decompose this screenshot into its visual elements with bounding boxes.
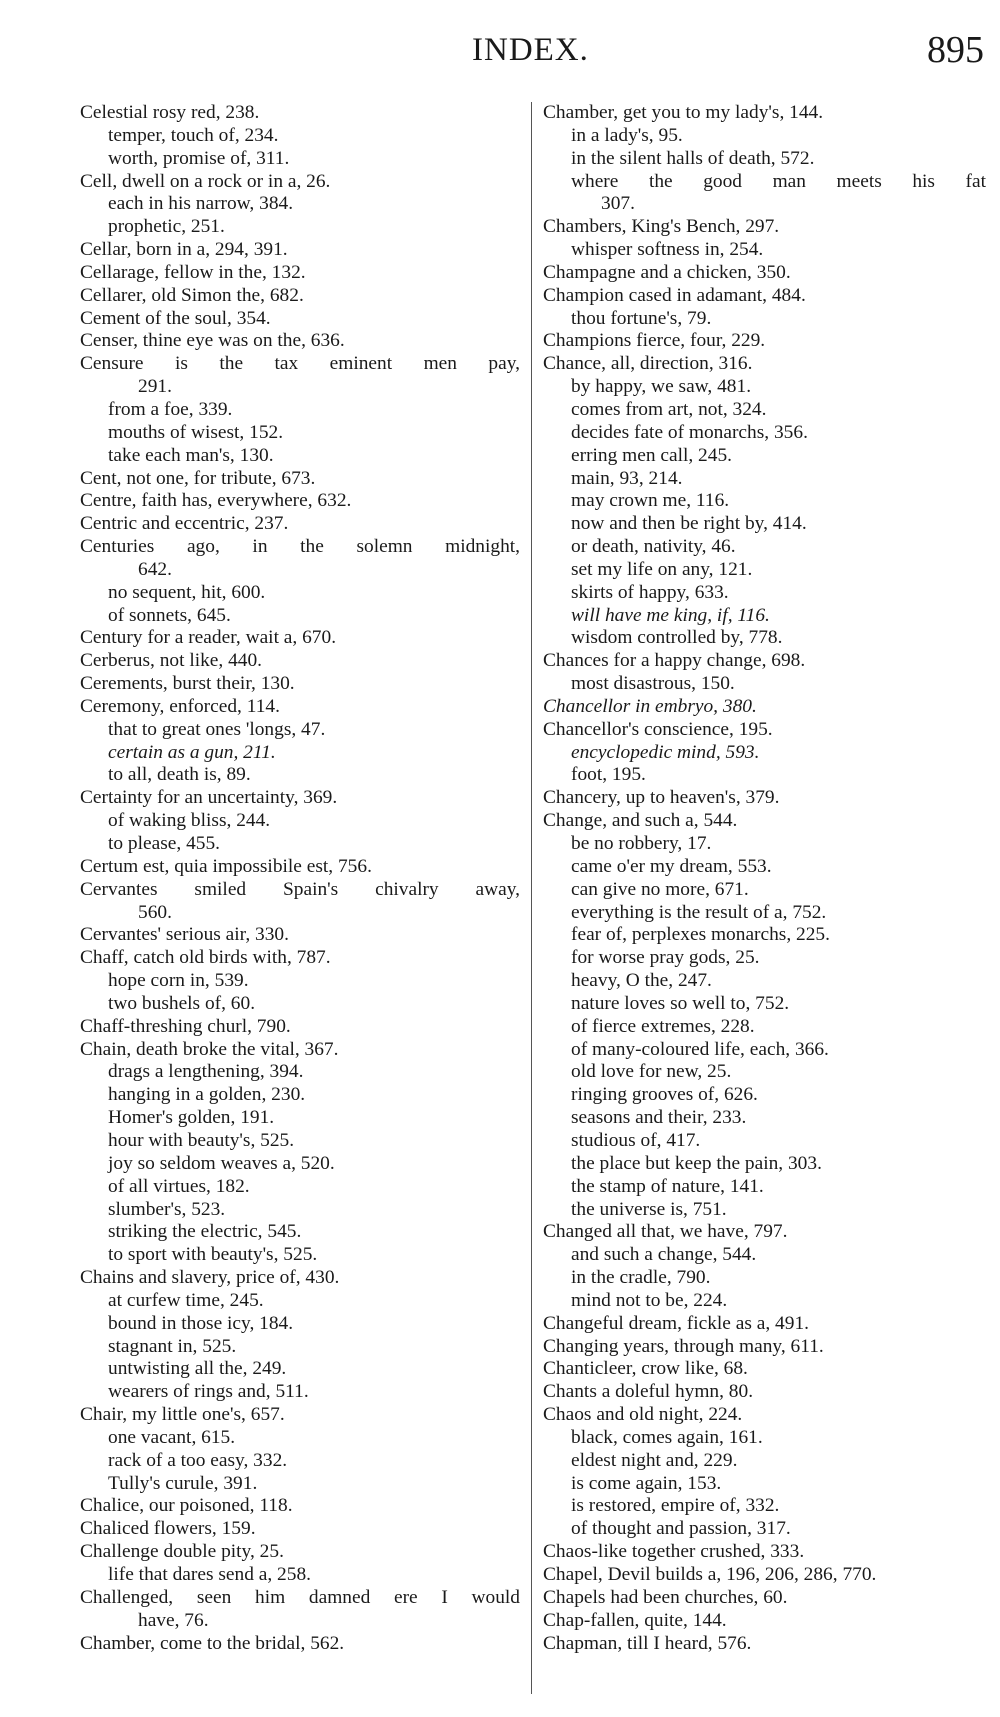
index-subentry: joy so seldom weaves a, 520. — [108, 1152, 335, 1174]
index-subentry: two bushels of, 60. — [108, 992, 256, 1014]
index-entry: Censure is the tax eminent men pay, — [80, 353, 520, 375]
index-subentry: fear of, perplexes monarchs, 225. — [571, 924, 830, 946]
index-subentry: Tully's curule, 391. — [108, 1472, 258, 1494]
index-subentry: thou fortune's, 79. — [571, 307, 712, 329]
index-subentry: in the cradle, 790. — [571, 1267, 711, 1289]
index-subentry: is come again, 153. — [571, 1472, 722, 1494]
index-subentry: to please, 455. — [108, 833, 221, 854]
index-entry: Cerberus, not like, 440. — [80, 650, 263, 672]
index-subentry: studious of, 417. — [571, 1129, 701, 1151]
index-subentry: skirts of happy, 633. — [571, 581, 729, 603]
index-subentry: for worse pray gods, 25. — [571, 947, 760, 969]
index-subentry: eldest night and, 229. — [571, 1449, 738, 1471]
index-subentry: foot, 195. — [571, 764, 646, 786]
index-subentry: came o'er my dream, 553. — [571, 855, 772, 877]
index-subentry: rack of a too easy, 332. — [108, 1449, 288, 1471]
index-subentry: now and then be right by, 414. — [571, 513, 807, 535]
index-subentry: may crown me, 116. — [571, 490, 730, 512]
index-subentry: of thought and passion, 317. — [571, 1518, 791, 1540]
index-subentry: of all virtues, 182. — [108, 1175, 250, 1197]
index-subentry: of sonnets, 645. — [108, 604, 231, 626]
page-number: 895 — [927, 29, 984, 71]
index-subentry: in the silent halls of death, 572. — [571, 147, 815, 169]
index-subentry: comes from art, not, 324. — [571, 398, 767, 420]
index-subentry: life that dares send a, 258. — [108, 1564, 311, 1585]
index-entry: Chance, all, direction, 316. — [543, 353, 753, 375]
index-entry: Chap-fallen, quite, 144. — [543, 1609, 727, 1631]
index-subentry: main, 93, 214. — [571, 467, 683, 489]
index-entry: Chants a doleful hymn, 80. — [543, 1381, 754, 1403]
index-subentry: mind not to be, 224. — [571, 1289, 728, 1311]
index-entry: Chaos and old night, 224. — [543, 1404, 743, 1426]
index-entry: Cellarage, fellow in the, 132. — [80, 261, 306, 283]
index-entry: Certum est, quia impossibile est, 756. — [80, 855, 372, 877]
column-divider — [531, 102, 532, 1694]
index-entry: Cement of the soul, 354. — [80, 307, 271, 329]
index-entry: Champions fierce, four, 229. — [543, 330, 766, 352]
index-subentry: of many-coloured life, each, 366. — [571, 1038, 829, 1060]
index-subentry: at curfew time, 245. — [108, 1289, 264, 1311]
index-subentry: from a foe, 339. — [108, 398, 233, 420]
index-subentry: the stamp of nature, 141. — [571, 1175, 764, 1197]
index-subentry: will have me king, if, 116. — [571, 604, 770, 626]
index-entry: Cervantes' serious air, 330. — [80, 924, 289, 946]
index-entry-continuation: 307. — [601, 193, 635, 215]
index-subentry: to all, death is, 89. — [108, 764, 251, 786]
index-column-right — [543, 102, 986, 1655]
index-entry: Certainty for an uncertainty, 369. — [80, 787, 338, 809]
index-entry: Chaff-threshing churl, 790. — [80, 1015, 291, 1037]
index-subentry: in a lady's, 95. — [571, 124, 683, 146]
index-subentry: erring men call, 245. — [571, 444, 732, 466]
index-entry: Cell, dwell on a rock or in a, 26. — [80, 170, 331, 192]
index-subentry: black, comes again, 161. — [571, 1426, 763, 1448]
index-entry: Chaff, catch old birds with, 787. — [80, 947, 331, 969]
index-column-left — [80, 102, 520, 1655]
index-entry: Chambers, King's Bench, 297. — [543, 216, 780, 238]
index-entry: Champagne and a chicken, 350. — [543, 261, 791, 283]
index-subentry: be no robbery, 17. — [571, 833, 712, 854]
index-entry: Champion cased in adamant, 484. — [543, 284, 806, 306]
index-subentry: and such a change, 544. — [571, 1244, 757, 1266]
index-subentry: can give no more, 671. — [571, 878, 749, 900]
index-subentry: wisdom controlled by, 778. — [571, 627, 783, 649]
index-entry: Cellarer, old Simon the, 682. — [80, 284, 304, 306]
index-entry: Challenged, seen him damned ere I would — [80, 1586, 520, 1608]
index-subentry: whisper softness in, 254. — [571, 239, 764, 261]
index-subentry: bound in those icy, 184. — [108, 1312, 294, 1334]
index-entry: Chapel, Devil builds a, 196, 206, 286, 770. — [543, 1564, 877, 1585]
index-entry-continuation: have, 76. — [138, 1609, 209, 1631]
index-subentry: decides fate of monarchs, 356. — [571, 421, 808, 443]
index-entry: Century for a reader, wait a, 670. — [80, 627, 337, 649]
index-subentry: untwisting all the, 249. — [108, 1358, 287, 1380]
index-entry: Cellar, born in a, 294, 391. — [80, 239, 288, 261]
index-entry: Chair, my little one's, 657. — [80, 1404, 285, 1426]
index-entry: Chancellor in embryo, 380. — [543, 695, 757, 717]
index-subentry: Homer's golden, 191. — [108, 1107, 275, 1129]
index-entry: Changed all that, we have, 797. — [543, 1221, 788, 1243]
index-subentry: old love for new, 25. — [571, 1061, 732, 1083]
index-subentry: prophetic, 251. — [108, 216, 225, 238]
index-entry: Chapels had been churches, 60. — [543, 1586, 788, 1608]
index-subentry: each in his narrow, 384. — [108, 193, 294, 215]
index-entry: Cerements, burst their, 130. — [80, 673, 295, 695]
index-subentry: seasons and their, 233. — [571, 1107, 747, 1129]
index-subentry: nature loves so well to, 752. — [571, 992, 790, 1014]
index-subentry: take each man's, 130. — [108, 444, 274, 466]
index-subentry: one vacant, 615. — [108, 1426, 236, 1448]
index-entry: Chanticleer, crow like, 68. — [543, 1358, 748, 1380]
index-subentry: to sport with beauty's, 525. — [108, 1244, 318, 1266]
index-entry: Changeful dream, fickle as a, 491. — [543, 1312, 809, 1334]
index-entry: Challenge double pity, 25. — [80, 1541, 284, 1563]
index-subentry: stagnant in, 525. — [108, 1335, 237, 1357]
index-subentry: is restored, empire of, 332. — [571, 1495, 780, 1517]
index-entry: Cervantes smiled Spain's chivalry away, — [80, 878, 520, 900]
index-entry: Chaos-like together crushed, 333. — [543, 1541, 805, 1563]
index-subentry: hope corn in, 539. — [108, 970, 249, 992]
index-subentry: of fierce extremes, 228. — [571, 1015, 755, 1037]
index-entry: Chaliced flowers, 159. — [80, 1518, 256, 1540]
index-subentry: encyclopedic mind, 593. — [571, 741, 760, 763]
index-subentry: slumber's, 523. — [108, 1198, 226, 1220]
index-subentry: by happy, we saw, 481. — [571, 376, 752, 398]
index-entry: Chamber, come to the bridal, 562. — [80, 1632, 345, 1654]
index-entry: Chalice, our poisoned, 118. — [80, 1495, 293, 1517]
index-entry: Censer, thine eye was on the, 636. — [80, 330, 345, 352]
index-subentry: where the good man meets his fat — [571, 170, 986, 192]
index-entry: Chancellor's conscience, 195. — [543, 718, 773, 740]
index-entry: Cent, not one, for tribute, 673. — [80, 467, 316, 489]
index-subentry: heavy, O the, 247. — [571, 970, 712, 992]
index-subentry: striking the electric, 545. — [108, 1221, 302, 1243]
index-subentry: the place but keep the pain, 303. — [571, 1152, 822, 1174]
page-header — [0, 28, 1000, 78]
index-subentry: the universe is, 751. — [571, 1198, 727, 1220]
index-subentry: mouths of wisest, 152. — [108, 421, 284, 443]
index-subentry: hanging in a golden, 230. — [108, 1084, 306, 1106]
index-entry: Chancery, up to heaven's, 379. — [543, 787, 780, 809]
index-entry: Chamber, get you to my lady's, 144. — [543, 102, 824, 123]
index-subentry: certain as a gun, 211. — [108, 741, 276, 763]
index-subentry: drags a lengthening, 394. — [108, 1061, 304, 1083]
index-entry: Celestial rosy red, 238. — [80, 102, 260, 123]
index-subentry: of waking bliss, 244. — [108, 810, 271, 832]
index-entry-continuation: 291. — [138, 376, 172, 398]
index-subentry: most disastrous, 150. — [571, 673, 735, 695]
index-entry: Changing years, through many, 611. — [543, 1335, 824, 1357]
index-entry: Chapman, till I heard, 576. — [543, 1632, 752, 1654]
index-entry: Chain, death broke the vital, 367. — [80, 1038, 339, 1060]
index-subentry: or death, nativity, 46. — [571, 536, 736, 558]
index-entry: Centric and eccentric, 237. — [80, 513, 289, 535]
index-subentry: that to great ones 'longs, 47. — [108, 718, 326, 740]
index-subentry: temper, touch of, 234. — [108, 124, 279, 146]
index-subentry: no sequent, hit, 600. — [108, 581, 266, 603]
index-entry: Ceremony, enforced, 114. — [80, 695, 280, 717]
index-subentry: wearers of rings and, 511. — [108, 1381, 309, 1403]
index-subentry: everything is the result of a, 752. — [571, 901, 827, 923]
page-title: INDEX. — [472, 32, 589, 68]
index-entry: Centre, faith has, everywhere, 632. — [80, 490, 352, 512]
index-entry: Centuries ago, in the solemn midnight, — [80, 536, 520, 558]
index-entry: Change, and such a, 544. — [543, 810, 738, 832]
index-subentry: set my life on any, 121. — [571, 558, 753, 580]
index-entry-continuation: 642. — [138, 558, 172, 580]
index-entry-continuation: 560. — [138, 901, 172, 923]
index-entry: Chances for a happy change, 698. — [543, 650, 806, 672]
index-subentry: ringing grooves of, 626. — [571, 1084, 758, 1106]
index-entry: Chains and slavery, price of, 430. — [80, 1267, 340, 1289]
index-subentry: hour with beauty's, 525. — [108, 1129, 295, 1151]
index-subentry: worth, promise of, 311. — [108, 147, 290, 169]
